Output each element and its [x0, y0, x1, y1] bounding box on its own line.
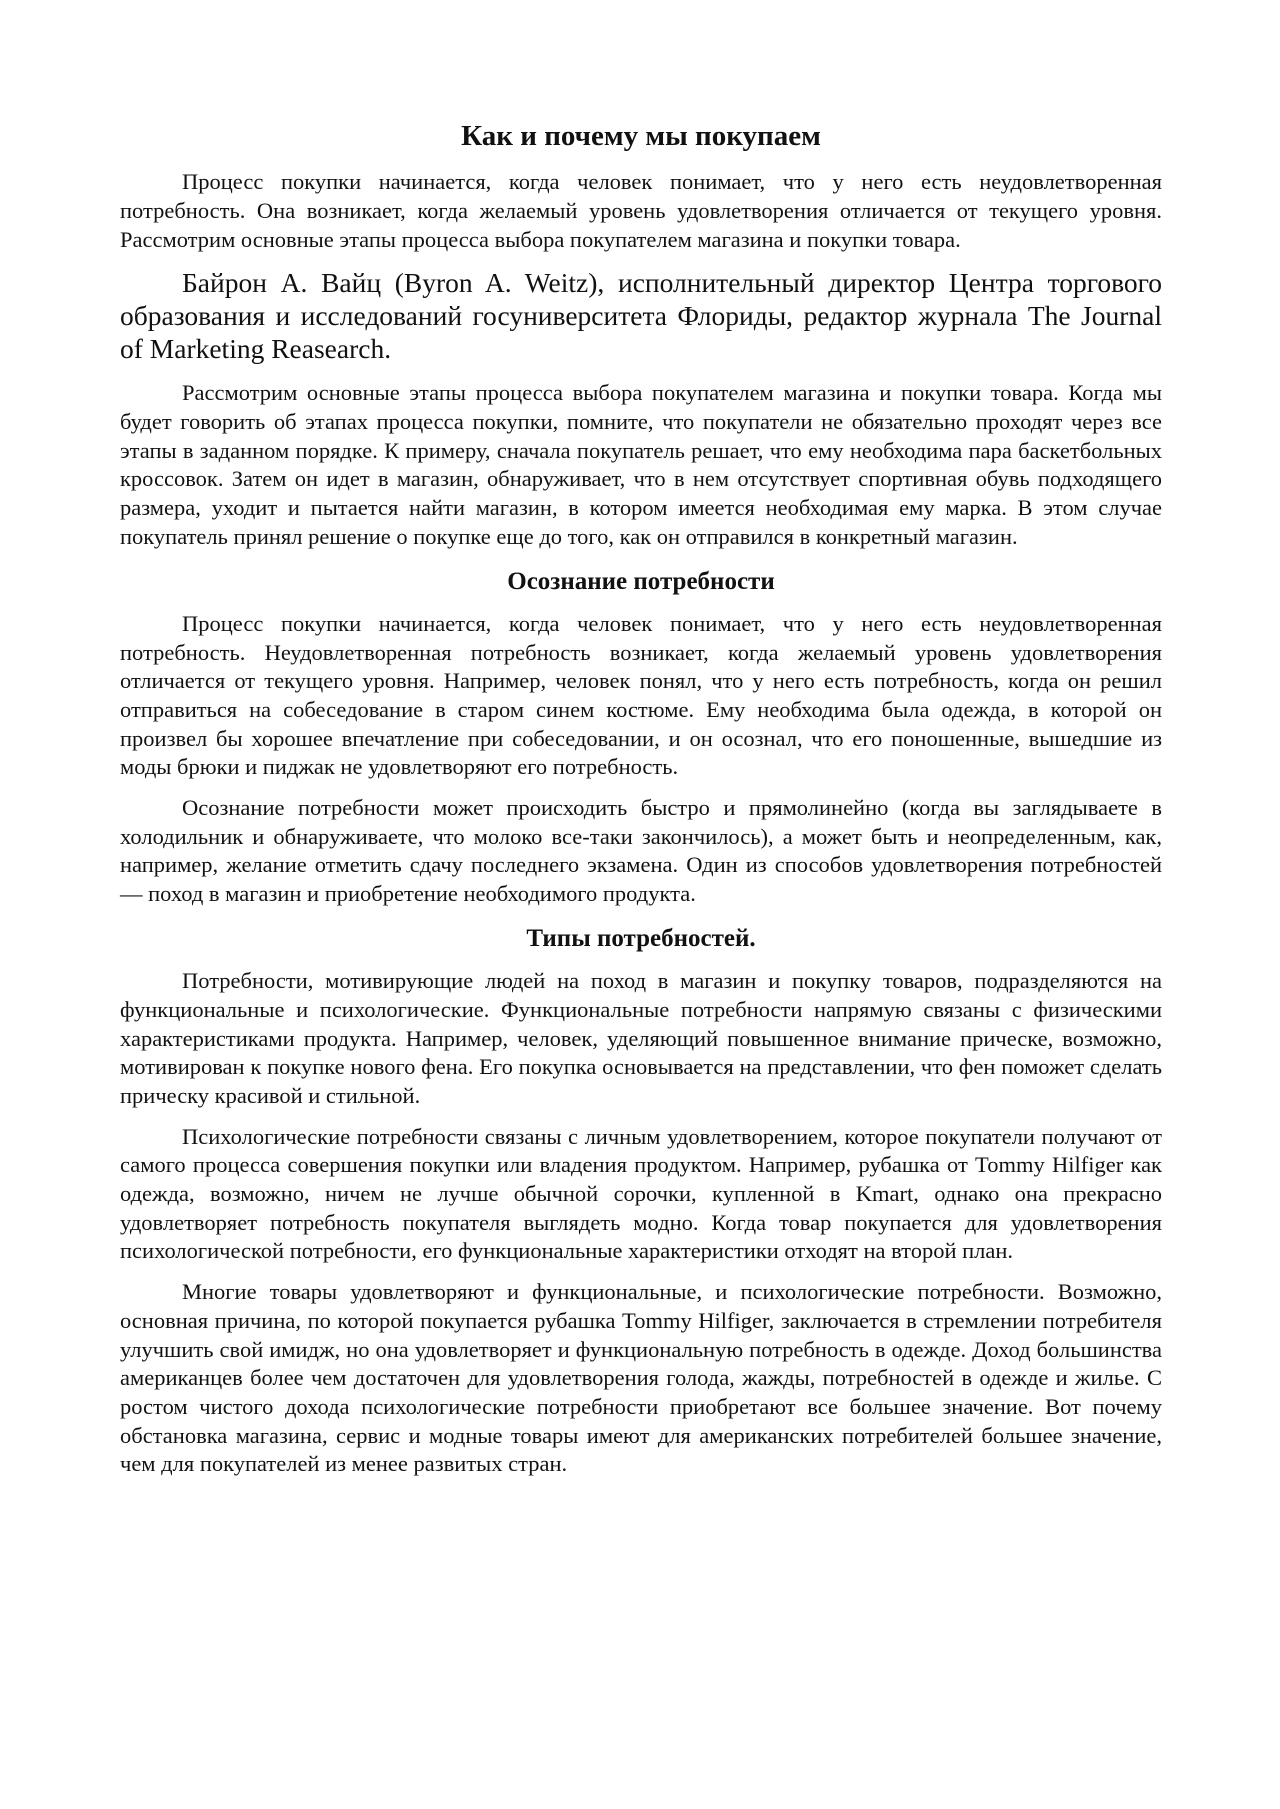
intro-paragraph-3: Рассмотрим основные этапы процесса выбора покупателем магазина и покупки товара. Когда мы будет говорить об этапах процесса покупки, помните, что покупатели не обязательно проходят через все этапы в заданном порядке. К примеру, сначала покупатель решает, что ему необходима пара баскетбольных кроссовок. Затем он идет в магазин, обнаруживает, что в нем отсутствует спортивная обувь подходящего размера, уходит и пытается найти магазин, в котором имеется необходимая ему марка. В этом случае покупатель принял решение о покупке еще до того, как он отправился в конкретный магазин.	[120, 380, 1162, 549]
section-heading-need-recognition: Осознание потребности	[507, 567, 775, 595]
need-types-paragraph-1: Потребности, мотивирующие людей на поход в магазин и покупку товаров, подразделяются на функциональные и психологические. Функциональные потребности напрямую связаны с физическими характеристиками продукта. Например, человек, уделяющий повышенное внимание прическе, возможно, мотивирован к покупке нового фена. Его покупка основывается на представлении, что фен поможет сделать прическу красивой и стильной.	[120, 968, 1162, 1108]
intro-paragraph-1: Процесс покупки начинается, когда человек понимает, что у него есть неудовлетворенная потребность. Она возникает, когда желаемый уровень удовлетворения отличается от текущего уровня. Рассмотрим основные этапы процесса выбора покупателем магазина и покупки товара.	[120, 169, 1162, 252]
need-recognition-paragraph-1: Процесс покупки начинается, когда человек понимает, что у него есть неудовлетворенная потребность. Неудовлетворенная потребность возникает, когда желаемый уровень удовлетворения отличается от текущего уровня. Например, человек понял, что у него есть потребность, когда он решил отправиться на собеседование в старом синем костюме. Ему необходима была одежда, в которой он произвел бы хорошее впечатление при собеседовании, и он осознал, что его поношенные, вышедшие из моды брюки и пиджак не удовлетворяют его потребность.	[120, 610, 1162, 780]
need-types-paragraph-3: Многие товары удовлетворяют и функциональные, и психологические потребности. Возможно, основная причина, по которой покупается рубашка Tommy Hilfiger, заключается в стремлении потребителя улучшить свой имидж, но она удовлетворяет и функциональную потребность в одежде. Доход большинства американцев более чем достаточен для удовлетворения голода, жажды, потребностей в одежде и жилье. С ростом чистого дохода психологические потребности приобретают все большее значение. Вот почему обстановка магазина, сервис и модные товары имеют для американских потребителей большее значение, чем для покупателей из менее развитых стран.	[120, 1279, 1162, 1477]
document-title: Как и почему мы покупаем	[461, 120, 821, 152]
need-types-paragraph-2: Психологические потребности связаны с личным удовлетворением, которое покупатели получают от самого процесса совершения покупки или владения продуктом. Например, рубашка от Tommy Hilfiger как одежда, возможно, ничем не лучше обычной сорочки, купленной в Kmart, однако она прекрасно удовлетворяет потребность покупателя выглядеть модно. Когда товар покупается для удовлетворения психологической потребности, его функциональные характеристики отходят на второй план.	[120, 1123, 1162, 1264]
author-paragraph: Байрон А. Вайц (Byron A. Weitz), исполнительный директор Центра торгового образования и исследований госуниверситета Флориды, редактор журнала The Journal of Marketing Reasearch.	[120, 267, 1162, 365]
document-page	[120, 118, 1162, 1491]
section-heading-need-types: Типы потребностей.	[526, 924, 756, 952]
need-recognition-paragraph-2: Осознание потребности может происходить быстро и прямолинейно (когда вы заглядываете в холодильник и обнаруживаете, что молоко все-таки закончилось), а может быть и неопределенным, как, например, желание отметить сдачу последнего экзамена. Один из способов удовлетворения потребностей — поход в магазин и приобретение необходимого продукта.	[120, 795, 1162, 907]
